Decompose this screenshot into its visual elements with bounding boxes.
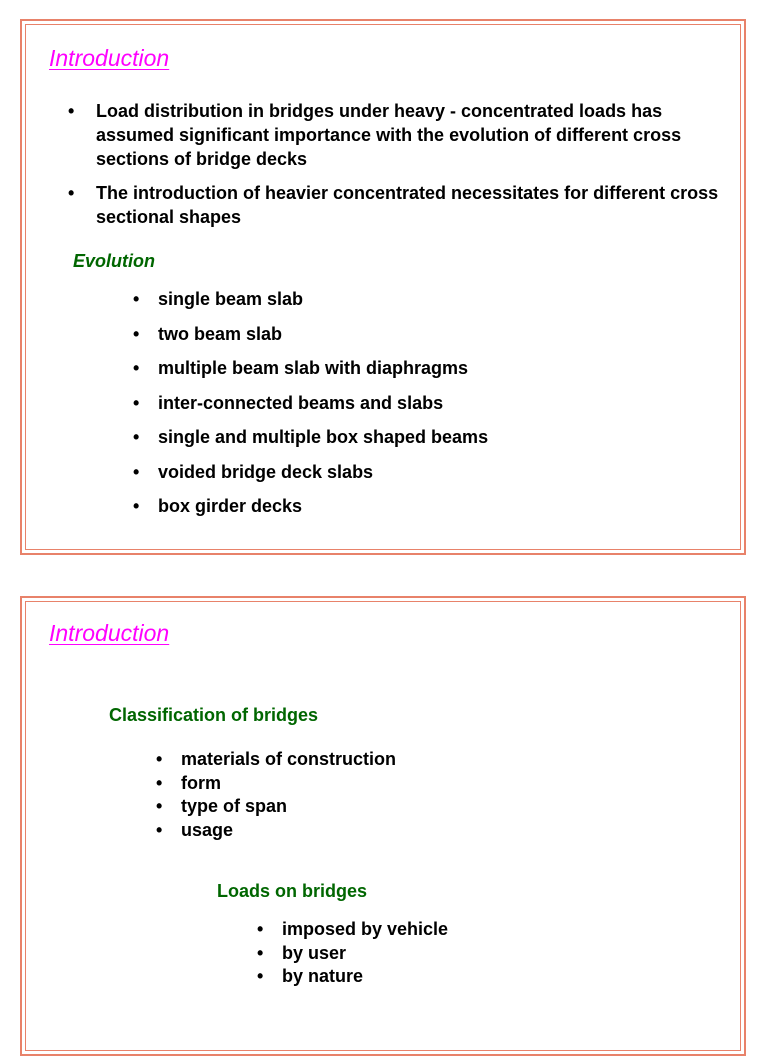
list-item (156, 819, 396, 843)
bullet-icon: • (133, 496, 140, 516)
bullet-icon: • (156, 749, 163, 769)
bullet-icon: • (257, 919, 264, 939)
classification-list (156, 748, 397, 842)
list-item-text: by nature (282, 966, 364, 986)
slide-title: Introduction (49, 45, 170, 71)
list-item (133, 494, 718, 518)
bullet-icon: • (133, 392, 140, 413)
bullet-icon: • (133, 427, 140, 447)
list-item-text: Load distribution in bridges under heavy - concentrated loads has assumed significant importance with the evolution of different cross sections of bridge decks (96, 101, 682, 169)
bullet-icon: • (156, 819, 163, 840)
bullet-icon: • (257, 942, 264, 963)
list-item (68, 181, 726, 229)
bullet-icon: • (257, 966, 264, 986)
list-item-text: inter-connected beams and slabs (158, 392, 444, 413)
list-item (133, 356, 718, 380)
list-item-text: form (181, 772, 221, 793)
evolution-list (133, 287, 718, 529)
list-item (257, 965, 448, 989)
list-item (257, 942, 448, 966)
list-item (133, 425, 718, 449)
list-item-text: single and multiple box shaped beams (158, 427, 489, 447)
evolution-heading: Evolution (73, 251, 155, 271)
list-item (156, 795, 396, 819)
list-item-text: multiple beam slab with diaphragms (158, 358, 469, 378)
bullet-icon: • (133, 289, 140, 309)
list-item-text: single beam slab (158, 289, 304, 309)
bullet-icon: • (133, 323, 140, 344)
list-item (156, 748, 397, 772)
list-item-text: type of span (181, 796, 288, 816)
bullet-icon: • (156, 796, 163, 816)
list-item (133, 391, 718, 415)
slide-1 (20, 19, 746, 555)
loads-list (257, 918, 449, 989)
intro-bullet-list (68, 99, 726, 239)
bullet-icon: • (133, 461, 140, 482)
list-item (257, 918, 449, 942)
bullet-icon: • (68, 101, 75, 121)
list-item-text: imposed by vehicle (282, 919, 449, 939)
slide-title: Introduction (49, 620, 170, 646)
list-item-text: two beam slab (158, 323, 283, 344)
list-item-text: voided bridge deck slabs (158, 461, 374, 482)
list-item-text: usage (181, 819, 234, 840)
list-item (133, 287, 718, 311)
list-item (133, 322, 718, 346)
slide-2 (20, 596, 746, 1056)
loads-heading: Loads on bridges (217, 881, 368, 901)
bullet-icon: • (156, 772, 163, 793)
bullet-icon: • (133, 358, 140, 378)
list-item-text: by user (282, 942, 347, 963)
list-item (156, 772, 396, 796)
list-item-text: The introduction of heavier concentrated necessitates for different cross sectional shapes (96, 183, 719, 227)
bullet-icon: • (68, 183, 75, 203)
list-item-text: box girder decks (158, 496, 303, 516)
list-item-text: materials of construction (181, 749, 397, 769)
list-item (133, 460, 718, 484)
list-item (68, 99, 726, 171)
classification-heading: Classification of bridges (109, 705, 319, 725)
